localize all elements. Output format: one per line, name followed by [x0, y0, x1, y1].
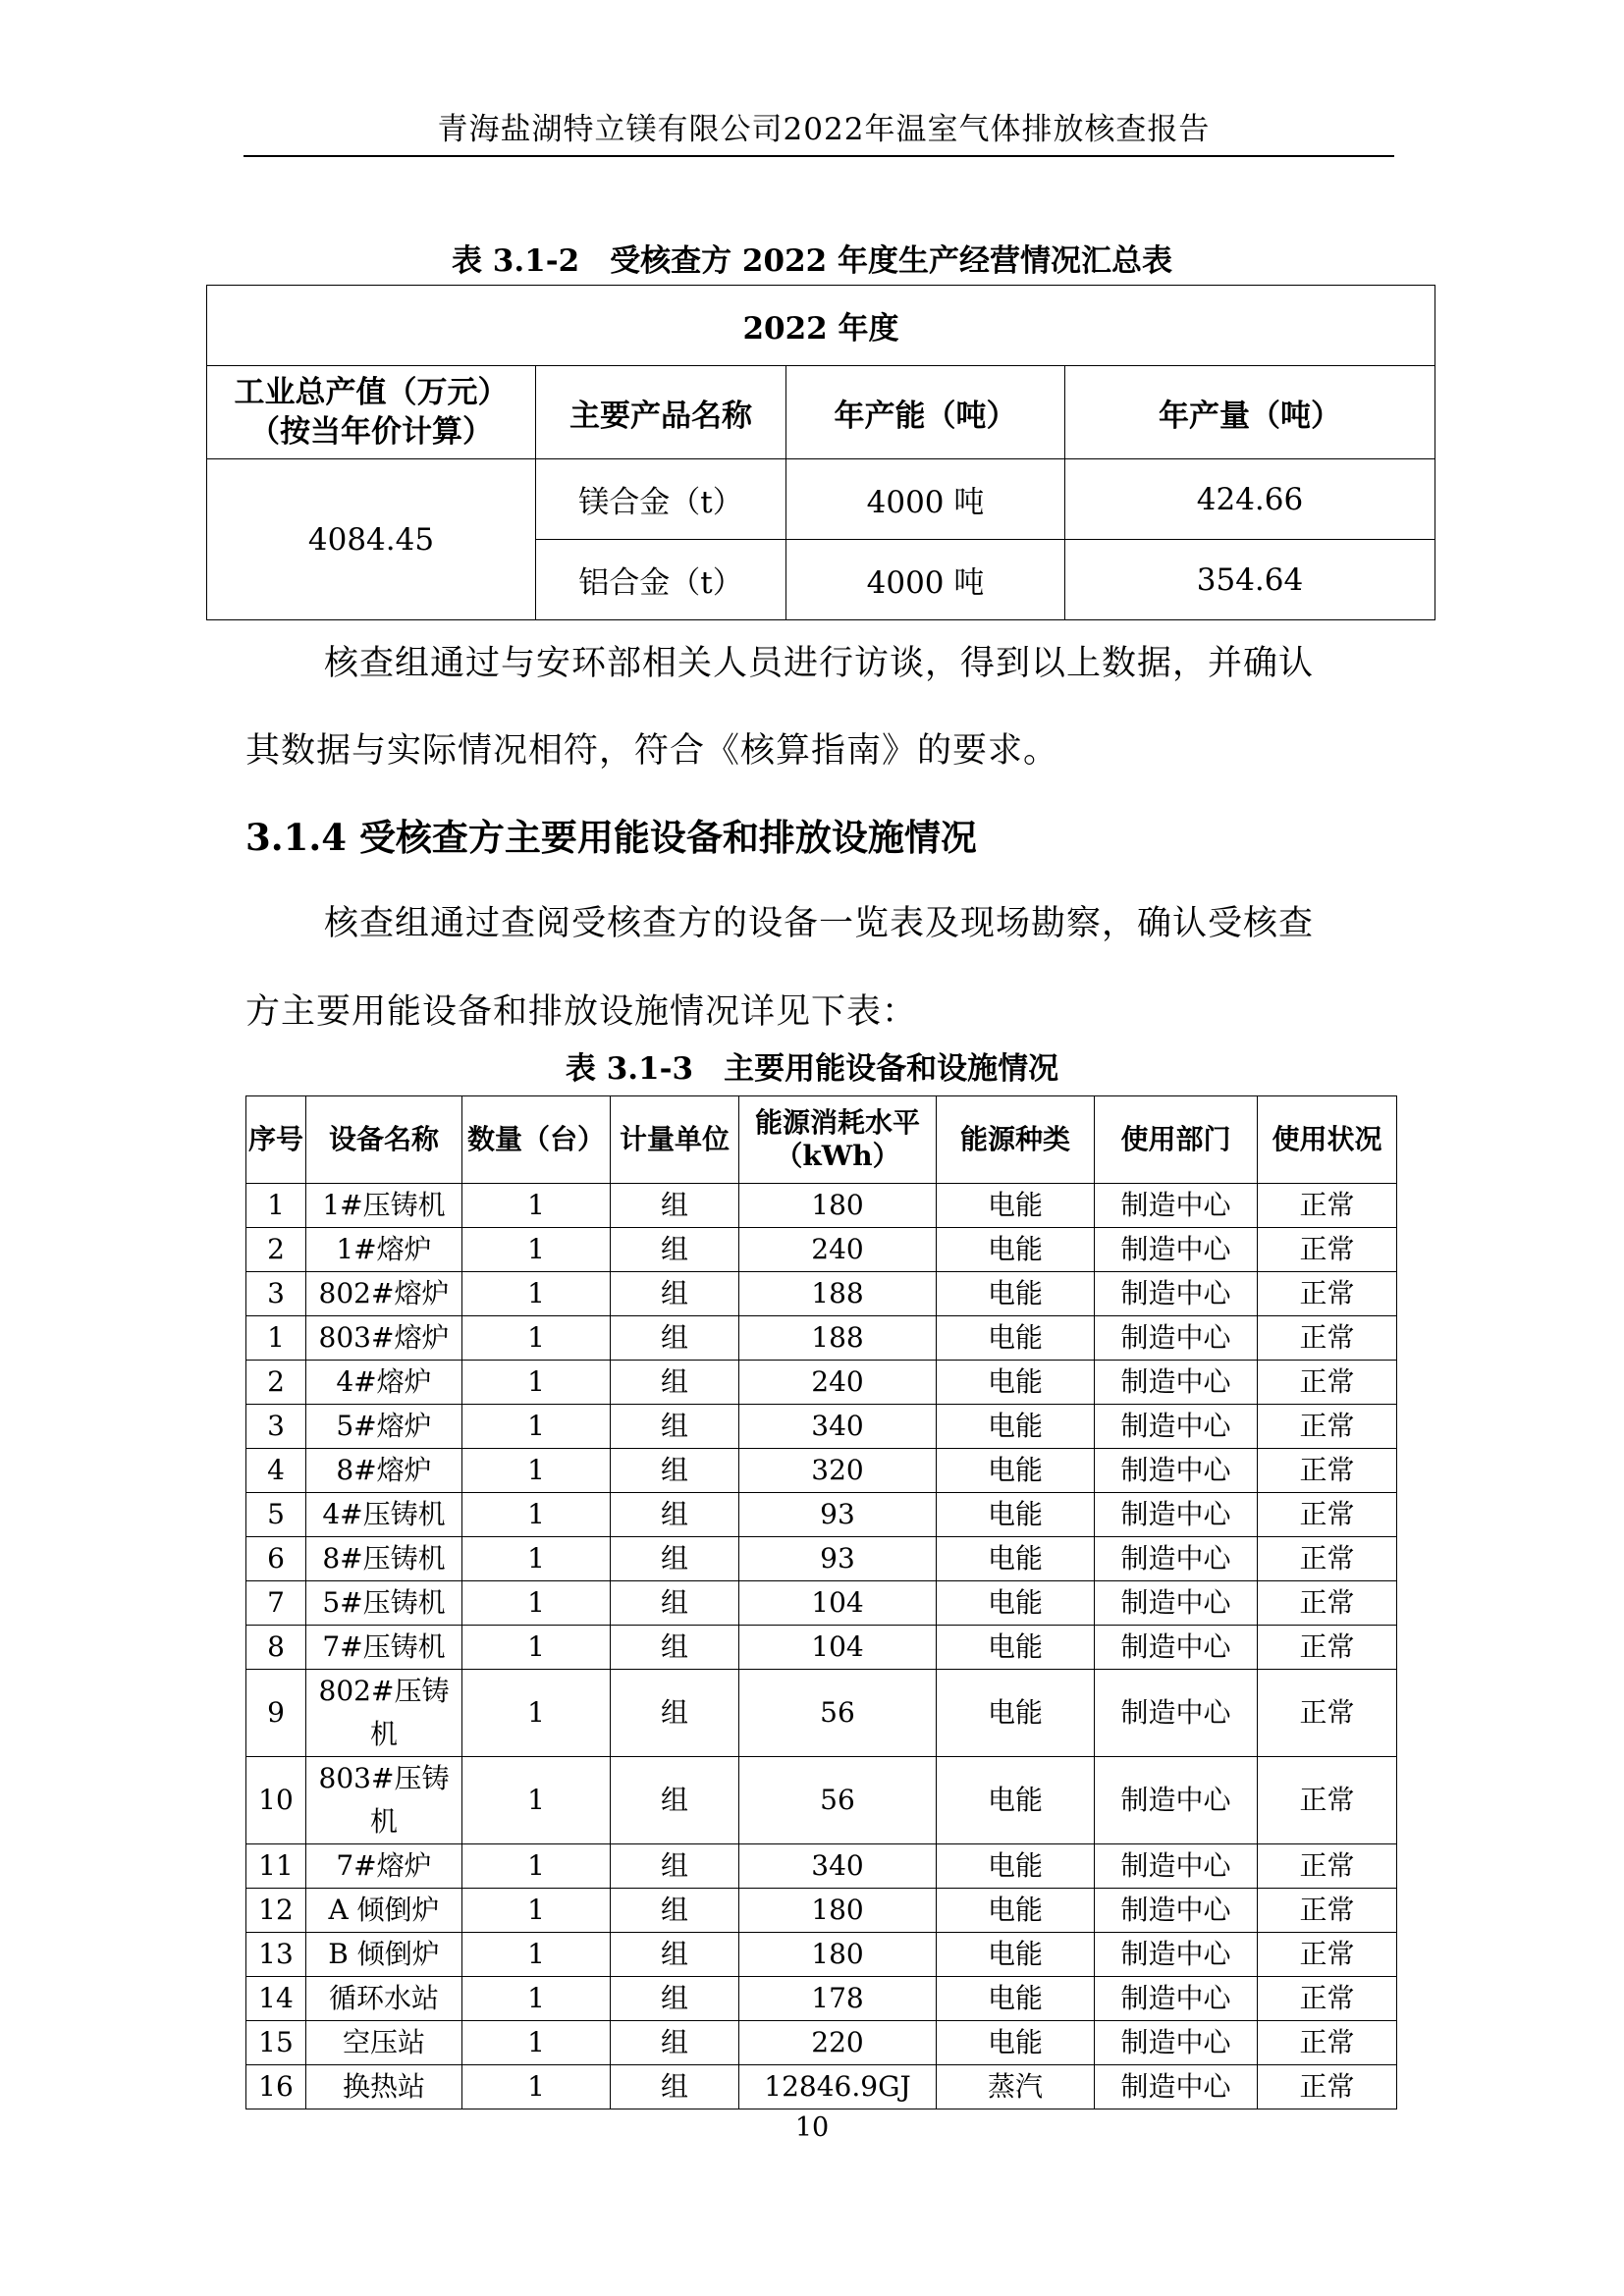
table1-col-output-value-line1: 工业总产值（万元） [234, 375, 509, 410]
table2-cell-unit: 组 [611, 1537, 739, 1581]
table2-cell-unit: 组 [611, 1977, 739, 2021]
table2-cell-quantity: 1 [462, 1361, 611, 1405]
table2-cell-status: 正常 [1258, 1581, 1397, 1626]
table2-cell-unit: 组 [611, 1757, 739, 1844]
table2-cell-quantity: 1 [462, 1757, 611, 1844]
table2-cell-status: 正常 [1258, 1228, 1397, 1272]
table-row [246, 1670, 1397, 1757]
table2-header-cell: 能源种类 [937, 1096, 1095, 1184]
table2-cell-equipment-name: 803#熔炉 [306, 1316, 462, 1361]
table2-cell-index: 4 [246, 1449, 306, 1493]
table2-cell-index: 2 [246, 1228, 306, 1272]
table2-cell-equipment-name: A 倾倒炉 [306, 1889, 462, 1933]
table2-cell-energy-type: 电能 [937, 1228, 1095, 1272]
table2-cell-equipment-name: 4#压铸机 [306, 1493, 462, 1537]
table2-cell-unit: 组 [611, 1449, 739, 1493]
table-row [246, 1757, 1397, 1844]
table2-cell-index: 1 [246, 1316, 306, 1361]
table2-cell-equipment-name: 8#压铸机 [306, 1537, 462, 1581]
table2-cell-department: 制造中心 [1095, 1493, 1258, 1537]
table-row [246, 1361, 1397, 1405]
table2-cell-status: 正常 [1258, 1670, 1397, 1757]
table2-cell-equipment-name: 1#熔炉 [306, 1228, 462, 1272]
table2-cell-quantity: 1 [462, 2065, 611, 2109]
table1-col-output-value-line2: （按当年价计算） [249, 414, 493, 450]
table2-cell-energy-consumption: 56 [739, 1757, 937, 1844]
table2-cell-energy-type: 电能 [937, 1493, 1095, 1537]
table2-cell-status: 正常 [1258, 1626, 1397, 1670]
table2-cell-department: 制造中心 [1095, 1977, 1258, 2021]
table2-cell-energy-type: 电能 [937, 1889, 1095, 1933]
table2-cell-equipment-name: 5#压铸机 [306, 1581, 462, 1626]
table2-cell-energy-type: 电能 [937, 1844, 1095, 1889]
table1-product: 铝合金（t） [536, 540, 786, 620]
table2-cell-index: 5 [246, 1493, 306, 1537]
table-row [246, 1537, 1397, 1581]
table2-cell-equipment-name: 换热站 [306, 2065, 462, 2109]
table2-cell-energy-consumption: 320 [739, 1449, 937, 1493]
table2-cell-quantity: 1 [462, 1272, 611, 1316]
table2-cell-energy-consumption: 56 [739, 1670, 937, 1757]
table2-cell-quantity: 1 [462, 1493, 611, 1537]
table2-cell-unit: 组 [611, 1670, 739, 1757]
table2-cell-energy-consumption: 180 [739, 1933, 937, 1977]
table2-cell-index: 12 [246, 1889, 306, 1933]
table2-cell-quantity: 1 [462, 1228, 611, 1272]
table2-cell-status: 正常 [1258, 1844, 1397, 1889]
page-header: 青海盐湖特立镁有限公司2022年温室气体排放核查报告 [437, 112, 1211, 147]
table2-cell-status: 正常 [1258, 1272, 1397, 1316]
table2-cell-unit: 组 [611, 1493, 739, 1537]
table2-cell-energy-consumption: 93 [739, 1537, 937, 1581]
table-row [246, 2065, 1397, 2109]
paragraph: 核查组通过查阅受核查方的设备一览表及现场勘察，确认受核查 [324, 904, 1315, 943]
table-row [246, 1889, 1397, 1933]
section-title: 3.1.4 受核查方主要用能设备和排放设施情况 [245, 816, 977, 859]
table2-cell-status: 正常 [1258, 1537, 1397, 1581]
table2-cell-department: 制造中心 [1095, 1889, 1258, 1933]
table2-cell-unit: 组 [611, 1889, 739, 1933]
table-row [246, 1272, 1397, 1316]
table2-cell-energy-consumption: 188 [739, 1316, 937, 1361]
table2-cell-quantity: 1 [462, 1316, 611, 1361]
table2-cell-equipment-name: B 倾倒炉 [306, 1933, 462, 1977]
table2-cell-status: 正常 [1258, 1933, 1397, 1977]
table2-cell-index: 14 [246, 1977, 306, 2021]
table1-product: 镁合金（t） [536, 459, 786, 540]
table2-cell-status: 正常 [1258, 1361, 1397, 1405]
table2-cell-department: 制造中心 [1095, 1184, 1258, 1228]
table2-cell-status: 正常 [1258, 1405, 1397, 1449]
table2-cell-energy-consumption: 340 [739, 1844, 937, 1889]
table2-cell-energy-type: 电能 [937, 1757, 1095, 1844]
table-row [246, 1933, 1397, 1977]
table2-cell-status: 正常 [1258, 1889, 1397, 1933]
table2-cell-energy-consumption: 104 [739, 1626, 937, 1670]
table2-cell-index: 7 [246, 1581, 306, 1626]
table1-production: 424.66 [1065, 459, 1435, 540]
table2-cell-energy-consumption: 180 [739, 1889, 937, 1933]
table2-cell-index: 13 [246, 1933, 306, 1977]
table2-cell-energy-type: 电能 [937, 1272, 1095, 1316]
table2-cell-equipment-name: 8#熔炉 [306, 1449, 462, 1493]
table2-cell-department: 制造中心 [1095, 1228, 1258, 1272]
table2-cell-department: 制造中心 [1095, 1316, 1258, 1361]
table2-header-cell: 计量单位 [611, 1096, 739, 1184]
table2-cell-index: 11 [246, 1844, 306, 1889]
table2-cell-index: 15 [246, 2021, 306, 2065]
table2-cell-energy-consumption: 240 [739, 1361, 937, 1405]
table2-cell-energy-consumption: 340 [739, 1405, 937, 1449]
table2-cell-energy-consumption: 220 [739, 2021, 937, 2065]
table2-cell-status: 正常 [1258, 1977, 1397, 2021]
table1-col-product: 主要产品名称 [536, 366, 786, 459]
table2-cell-unit: 组 [611, 2065, 739, 2109]
table-row [246, 1449, 1397, 1493]
table-row [246, 1844, 1397, 1889]
table2-cell-department: 制造中心 [1095, 1670, 1258, 1757]
table1-col-capacity: 年产能（吨） [786, 366, 1065, 459]
table2-cell-energy-consumption: 240 [739, 1228, 937, 1272]
table2-cell-energy-type: 电能 [937, 1405, 1095, 1449]
table2-cell-equipment-name: 1#压铸机 [306, 1184, 462, 1228]
table2-cell-department: 制造中心 [1095, 1537, 1258, 1581]
table2-cell-index: 6 [246, 1537, 306, 1581]
table2-cell-quantity: 1 [462, 1184, 611, 1228]
table2-header-cell: 设备名称 [306, 1096, 462, 1184]
table2-header-cell: 序号 [246, 1096, 306, 1184]
table2-cell-energy-type: 蒸汽 [937, 2065, 1095, 2109]
table2-cell-equipment-name: 4#熔炉 [306, 1361, 462, 1405]
table2-cell-unit: 组 [611, 1316, 739, 1361]
table2-cell-energy-consumption: 12846.9GJ [739, 2065, 937, 2109]
table2-cell-equipment-name: 802#熔炉 [306, 1272, 462, 1316]
table1-caption: 表 3.1-2 受核查方 2022 年度生产经营情况汇总表 [451, 243, 1173, 279]
table2-cell-department: 制造中心 [1095, 1272, 1258, 1316]
table-row [246, 1228, 1397, 1272]
table2-cell-status: 正常 [1258, 1316, 1397, 1361]
table-row [246, 1184, 1397, 1228]
table2-cell-equipment-name: 802#压铸机 [306, 1670, 462, 1757]
table1-year-header: 2022 年度 [207, 286, 1435, 366]
table2-cell-energy-consumption: 104 [739, 1581, 937, 1626]
table2-cell-energy-type: 电能 [937, 1977, 1095, 2021]
table2-cell-index: 10 [246, 1757, 306, 1844]
table2-cell-department: 制造中心 [1095, 1933, 1258, 1977]
table1-capacity: 4000 吨 [786, 540, 1065, 620]
table-row [246, 1316, 1397, 1361]
table2-cell-equipment-name: 7#熔炉 [306, 1844, 462, 1889]
table2-cell-equipment-name: 7#压铸机 [306, 1626, 462, 1670]
table2-cell-quantity: 1 [462, 1626, 611, 1670]
table2-cell-energy-type: 电能 [937, 1361, 1095, 1405]
table2-cell-unit: 组 [611, 1844, 739, 1889]
table2-caption: 表 3.1-3 主要用能设备和设施情况 [565, 1051, 1059, 1087]
table1-production: 354.64 [1065, 540, 1435, 620]
table2-cell-equipment-name: 803#压铸机 [306, 1757, 462, 1844]
table2-cell-energy-type: 电能 [937, 2021, 1095, 2065]
table2-cell-unit: 组 [611, 1405, 739, 1449]
table2-cell-unit: 组 [611, 2021, 739, 2065]
table2-cell-energy-type: 电能 [937, 1184, 1095, 1228]
table2-cell-quantity: 1 [462, 2021, 611, 2065]
table2-cell-energy-type: 电能 [937, 1449, 1095, 1493]
table2-cell-index: 3 [246, 1272, 306, 1316]
table2-cell-status: 正常 [1258, 2021, 1397, 2065]
table-row [246, 1405, 1397, 1449]
table2-cell-index: 3 [246, 1405, 306, 1449]
table2-cell-department: 制造中心 [1095, 1757, 1258, 1844]
header-rule [244, 155, 1394, 157]
table2-cell-index: 8 [246, 1626, 306, 1670]
page-number: 10 [794, 2112, 830, 2143]
table2-cell-quantity: 1 [462, 1889, 611, 1933]
table2-cell-quantity: 1 [462, 1581, 611, 1626]
table1-col-production: 年产量（吨） [1065, 366, 1435, 459]
table2-cell-quantity: 1 [462, 1933, 611, 1977]
table-row [246, 1581, 1397, 1626]
production-summary-table [206, 285, 1435, 620]
table1-col-output-value [207, 366, 536, 459]
table2-cell-unit: 组 [611, 1626, 739, 1670]
table2-header-cell: 使用状况 [1258, 1096, 1397, 1184]
table2-cell-unit: 组 [611, 1184, 739, 1228]
table1-capacity: 4000 吨 [786, 459, 1065, 540]
table1-output-value: 4084.45 [207, 459, 536, 620]
table2-cell-department: 制造中心 [1095, 2065, 1258, 2109]
table2-cell-energy-type: 电能 [937, 1581, 1095, 1626]
table2-cell-status: 正常 [1258, 1493, 1397, 1537]
table2-cell-energy-consumption: 178 [739, 1977, 937, 2021]
table2-cell-department: 制造中心 [1095, 1405, 1258, 1449]
table2-cell-unit: 组 [611, 1933, 739, 1977]
table2-cell-unit: 组 [611, 1228, 739, 1272]
table2-cell-quantity: 1 [462, 1405, 611, 1449]
paragraph: 其数据与实际情况相符，符合《核算指南》的要求。 [245, 731, 1059, 771]
table2-cell-status: 正常 [1258, 1184, 1397, 1228]
table2-cell-index: 1 [246, 1184, 306, 1228]
table2-cell-index: 9 [246, 1670, 306, 1757]
table2-header-cell: 使用部门 [1095, 1096, 1258, 1184]
table2-cell-quantity: 1 [462, 1670, 611, 1757]
table2-cell-unit: 组 [611, 1581, 739, 1626]
table2-cell-index: 16 [246, 2065, 306, 2109]
table-row [246, 2021, 1397, 2065]
table2-header-cell: 数量（台） [462, 1096, 611, 1184]
table2-cell-department: 制造中心 [1095, 1626, 1258, 1670]
table2-cell-energy-type: 电能 [937, 1933, 1095, 1977]
table-row [246, 1493, 1397, 1537]
table2-cell-quantity: 1 [462, 1537, 611, 1581]
table2-cell-status: 正常 [1258, 2065, 1397, 2109]
table2-cell-department: 制造中心 [1095, 1844, 1258, 1889]
paragraph: 方主要用能设备和排放设施情况详见下表： [245, 992, 918, 1032]
table2-header-energy-unit: （kWh） [775, 1140, 900, 1172]
table2-cell-department: 制造中心 [1095, 1581, 1258, 1626]
table2-cell-energy-type: 电能 [937, 1316, 1095, 1361]
table2-cell-department: 制造中心 [1095, 2021, 1258, 2065]
table2-cell-quantity: 1 [462, 1449, 611, 1493]
table-row [246, 1626, 1397, 1670]
equipment-table [245, 1095, 1397, 2109]
table2-cell-energy-consumption: 180 [739, 1184, 937, 1228]
table2-cell-unit: 组 [611, 1361, 739, 1405]
table2-cell-equipment-name: 空压站 [306, 2021, 462, 2065]
table2-cell-quantity: 1 [462, 1844, 611, 1889]
table2-cell-energy-type: 电能 [937, 1626, 1095, 1670]
table2-cell-status: 正常 [1258, 1449, 1397, 1493]
table-row [246, 1977, 1397, 2021]
table2-header-energy-line1: 能源消耗水平 [754, 1106, 920, 1139]
table2-cell-energy-consumption: 93 [739, 1493, 937, 1537]
table2-cell-department: 制造中心 [1095, 1361, 1258, 1405]
table2-cell-index: 2 [246, 1361, 306, 1405]
table2-cell-energy-consumption: 188 [739, 1272, 937, 1316]
table2-cell-equipment-name: 5#熔炉 [306, 1405, 462, 1449]
paragraph: 核查组通过与安环部相关人员进行访谈，得到以上数据，并确认 [324, 644, 1315, 683]
table2-cell-equipment-name: 循环水站 [306, 1977, 462, 2021]
table2-cell-energy-type: 电能 [937, 1537, 1095, 1581]
table2-cell-unit: 组 [611, 1272, 739, 1316]
table2-header-energy [739, 1096, 937, 1184]
table2-cell-quantity: 1 [462, 1977, 611, 2021]
table2-cell-energy-type: 电能 [937, 1670, 1095, 1757]
table2-cell-department: 制造中心 [1095, 1449, 1258, 1493]
table2-cell-status: 正常 [1258, 1757, 1397, 1844]
